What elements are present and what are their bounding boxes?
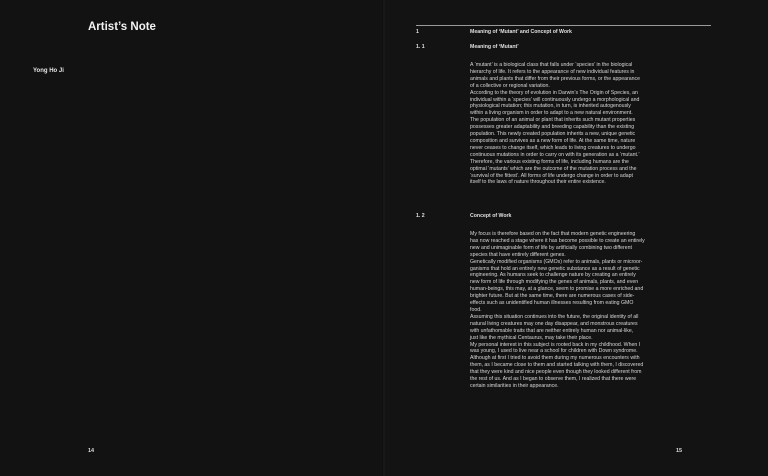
text-line: engineering. As humans seek to challenge nature by creating an entirely	[470, 272, 636, 279]
body-paragraph-1	[470, 62, 708, 186]
text-line: was young, I used to live near a school for children with Down syndrome.	[470, 348, 638, 355]
text-line: human-beings, this may, at a glance, seem to promise a more enriched and	[470, 286, 644, 293]
text-line: with unfathomable traits that are neither entirely human nor animal-like,	[470, 327, 634, 334]
text-line: Assuming this situation continues into the future, the original identity of all	[470, 313, 639, 320]
text-line: individual within a ‘species’ will continuously undergo a morphological and	[470, 96, 640, 103]
text-line: species that have entirely different genes.	[470, 251, 566, 258]
left-page	[0, 0, 383, 476]
text-line: itself to the laws of nature throughout their entire existence.	[470, 179, 606, 186]
text-line: new and unimaginable form of life by artificially combining two different	[470, 244, 632, 251]
text-line: certain similarities in their appearance.	[470, 382, 559, 389]
subsection-title-1: Meaning of ‘Mutant’	[470, 44, 519, 50]
text-line: animals and plants that differ from their previous forms, or the appearance	[470, 75, 641, 82]
subsection-number-1: 1. 1	[416, 44, 425, 50]
text-line: possesses greater adaptability and breeding capability than the existing	[470, 124, 635, 131]
text-line: of a collective or regional variation.	[470, 82, 550, 89]
text-line: within a living organism in order to adapt to a new natural environment.	[470, 110, 633, 117]
text-line: population. This newly created population inherits a new, unique genetic	[470, 131, 636, 138]
text-line: just like the mythical Centaurus, may take their place.	[470, 334, 593, 341]
text-line: the rest of us. And as I began to observe them, I realized that there were	[470, 376, 637, 383]
text-line: ‘survival of the fittest’. All forms of life undergo change in order to adapt	[470, 172, 633, 179]
text-line: The population of an animal or plant that inherits such mutant properties	[470, 117, 636, 124]
text-line: hierarchy of life. It refers to the appearance of new individual features in	[470, 68, 635, 75]
page-number-right: 15	[676, 448, 683, 454]
text-line: Genetically modified organisms (GMOs) refer to animals, plants or microor-	[470, 258, 643, 265]
text-line: new form of life through modifying the genes of animals, plants, and even	[470, 279, 639, 286]
text-line: ganisms that hold an entirely new genetic substance as a result of genetic	[470, 265, 640, 272]
text-line: continuous mutations in order to carry on with its generation as a ‘mutant.’	[470, 151, 640, 158]
subsection-title-2: Concept of Work	[470, 213, 512, 219]
author-name: Yong Ho Ji	[33, 68, 64, 74]
text-line: A ‘mutant’ is a biological class that falls under ‘species’ in the biological	[470, 62, 633, 68]
page-title: Artist’s Note	[88, 21, 156, 33]
text-line: food.	[470, 306, 482, 313]
text-line: effects such as unidentified human illnesses resulting from eating GMO	[470, 300, 634, 307]
section-title: Meaning of ‘Mutant’ and Concept of Work	[470, 29, 572, 35]
text-line: composition and survives as a new form of life. At the same time, nature	[470, 137, 636, 144]
text-line: physiological mutation; this mutation, in turn, is inherited autogenously	[470, 103, 631, 110]
section-rule	[416, 25, 711, 26]
subsection-number-2: 1. 2	[416, 213, 425, 219]
body-paragraph-2	[470, 231, 708, 390]
text-line: My personal interest in this subject is rooted back in my childhood. When I	[470, 341, 641, 348]
text-line: them, as I became close to them and started talking with them, I discovered	[470, 362, 644, 369]
section-number: 1	[416, 29, 419, 35]
text-line: According to the theory of evolution in Darwin’s The Origin of Species, an	[470, 89, 638, 96]
text-line: has now reached a stage where it has become possible to create an entirely	[470, 237, 645, 244]
text-line: brighter future. But at the same time, there are numerous cases of side-	[470, 293, 635, 300]
text-line: Although at first I tried to avoid them during my numerous encounters with	[470, 355, 640, 362]
text-line: natural living creatures may one day disappear, and monstrous creatures	[470, 320, 638, 327]
text-line: never ceases to change itself, which leads to living creatures to undergo	[470, 144, 636, 151]
text-line: Therefore, the various existing forms of life, including humans are the	[470, 158, 629, 165]
right-page	[385, 0, 768, 476]
text-line: optimal ‘mutants’ which are the outcome of the mutation process and the	[470, 165, 637, 172]
text-line: that they were kind and nice people even though they looked different from	[470, 369, 642, 376]
text-line: My focus is therefore based on the fact that modern genetic engineering	[470, 231, 636, 237]
page-number-left: 14	[88, 448, 95, 454]
